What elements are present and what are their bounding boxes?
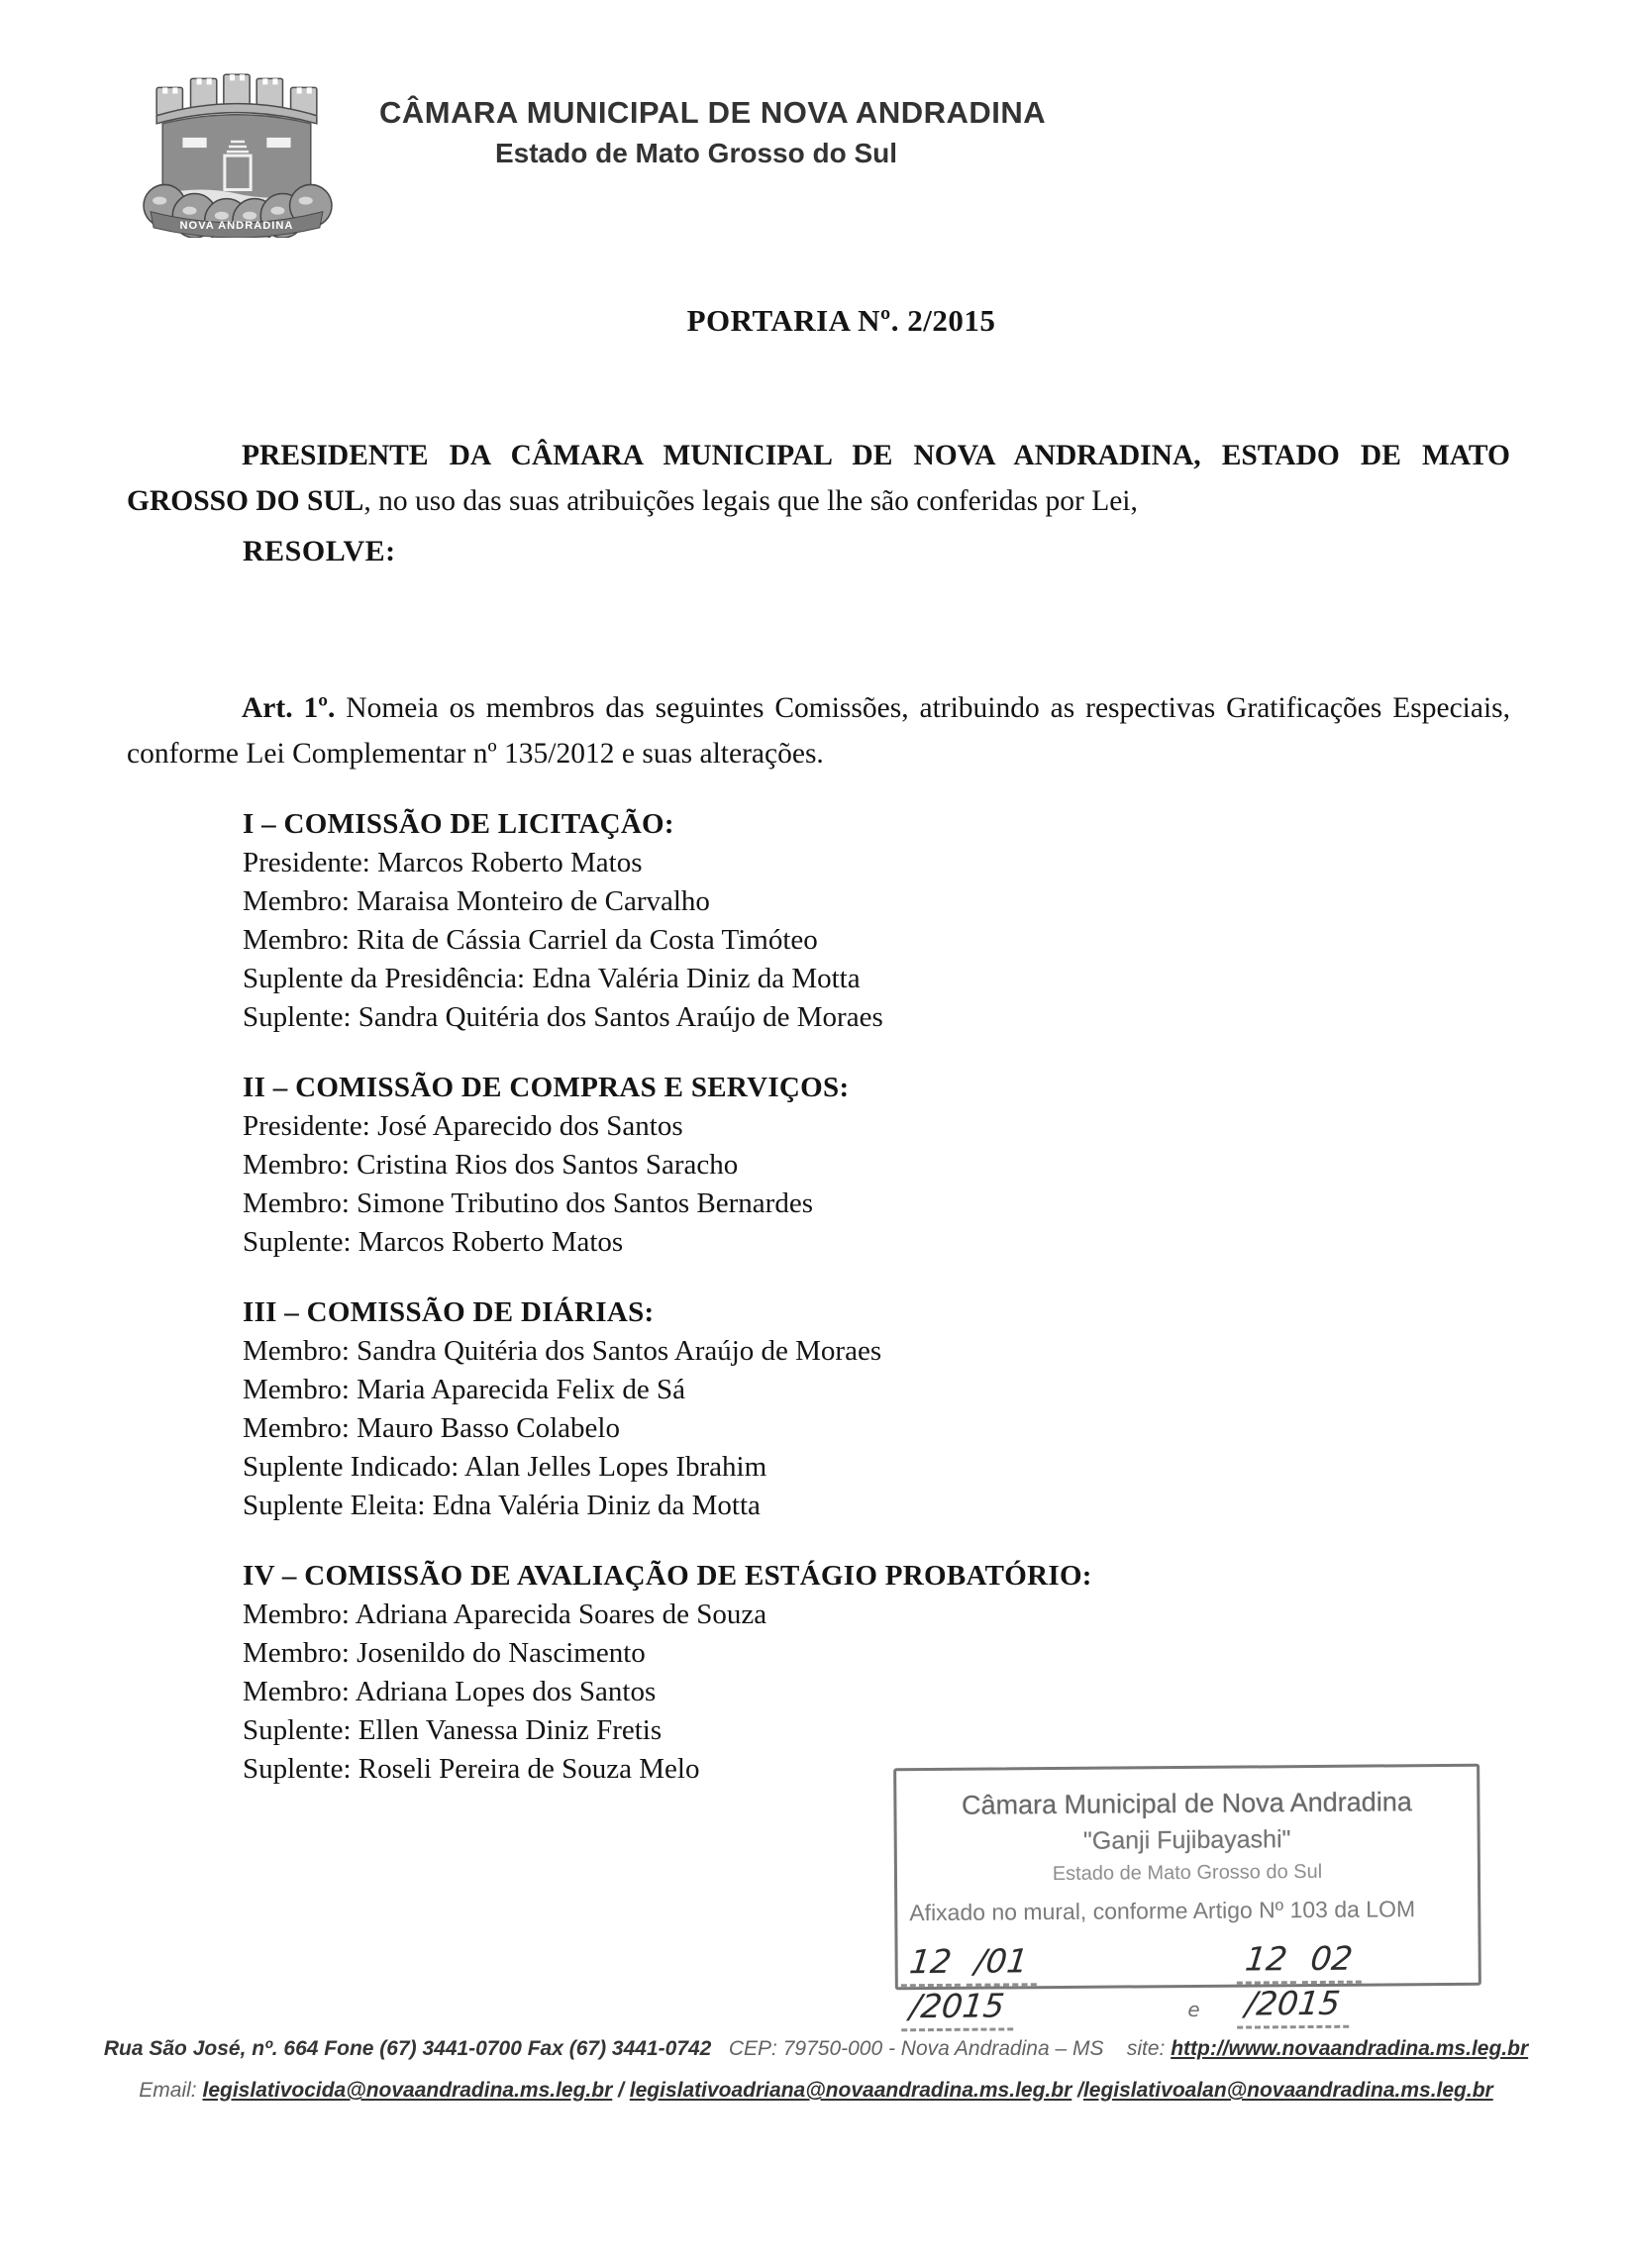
page-title: PORTARIA Nº. 2/2015 (686, 303, 996, 338)
org-subtitle: Estado de Mato Grosso do Sul (494, 138, 898, 168)
org-name: CÂMARA MUNICIPAL DE NOVA ANDRADINA (379, 95, 1047, 130)
stamp-affixed-note: Afixado no mural, conforme Artigo Nº 103 da LOM (909, 1896, 1416, 1926)
commission-member: Membro: Josenildo do Nascimento (243, 1637, 646, 1669)
footer-email-line (0, 2070, 1632, 2112)
commission-title: IV – COMISSÃO DE AVALIAÇÃO DE ESTÁGIO PROBATÓRIO: (243, 1560, 1092, 1592)
footer-email-1: legislativocida@novaandradina.ms.leg.br (202, 2079, 613, 2102)
coat-of-arms-logo (124, 48, 350, 238)
commission-member: Suplente Indicado: Alan Jelles Lopes Ibrahim (243, 1451, 767, 1483)
commission-member: Membro: Maraisa Monteiro de Carvalho (243, 885, 710, 917)
rubber-stamp (893, 1764, 1481, 2026)
commission-member: Membro: Simone Tributino dos Santos Bernardes (243, 1187, 813, 1219)
footer-email-label: Email: (139, 2079, 197, 2102)
commission-member: Suplente: Ellen Vanessa Diniz Fretis (243, 1714, 663, 1746)
footer-site-url: http://www.novaandradina.ms.leg.br (1171, 2037, 1529, 2060)
article-1-text: Nomeia os membros das seguintes Comissões, atribuindo as respectivas Gratificações Especiais, conforme Lei Complementar nº 135/2012 e suas alterações. (127, 691, 1511, 770)
commission-title: III – COMISSÃO DE DIÁRIAS: (243, 1296, 655, 1328)
footer-address: Rua São José, nº. 664 Fone (67) 3441-0700 Fax (67) 3441-0742 (103, 2037, 712, 2060)
commission-member: Suplente: Roseli Pereira de Souza Melo (243, 1753, 700, 1785)
commission-member: Membro: Sandra Quitéria dos Santos Araújo de Moraes (243, 1335, 882, 1367)
commission-member: Membro: Maria Aparecida Felix de Sá (243, 1374, 685, 1405)
commission-member: Suplente: Sandra Quitéria dos Santos Araújo de Moraes (243, 1001, 883, 1033)
preamble-regular-text: , no uso das suas atribuições legais que lhe são conferidas por Lei, (363, 484, 1138, 517)
footer-email-3: legislativoalan@novaandradina.ms.leg.br (1082, 2079, 1493, 2102)
commission-title: II – COMISSÃO DE COMPRAS E SERVIÇOS: (243, 1072, 850, 1103)
footer-email-2: legislativoadriana@novaandradina.ms.leg.br (629, 2079, 1072, 2102)
stamp-dates (898, 1938, 1479, 2032)
commission-member: Membro: Rita de Cássia Carriel da Costa Timóteo (243, 924, 818, 956)
stamp-state: Estado de Mato Grosso do Sul (1052, 1860, 1323, 1886)
logo-banner-text: NOVA ANDRADINA (179, 219, 294, 232)
article-1-label: Art. 1º. (242, 691, 336, 724)
stamp-date-to: 12 02/2015 (1233, 1938, 1479, 2029)
commission-title: I – COMISSÃO DE LICITAÇÃO: (243, 808, 674, 840)
article-1-paragraph (127, 685, 1510, 776)
footer-site-label: site: (1126, 2037, 1166, 2060)
commission-member: Suplente Eleita: Edna Valéria Diniz da Motta (243, 1490, 761, 1521)
commission-1 (243, 805, 1332, 1037)
commission-member: Presidente: Marcos Roberto Matos (243, 847, 643, 878)
footer-contact-line (0, 2028, 1632, 2070)
footer-email-separator: / (1077, 2079, 1083, 2102)
page-footer (0, 2028, 1632, 2112)
resolve-label: RESOLVE: (243, 535, 396, 567)
stamp-org-name: Câmara Municipal de Nova Andradina (961, 1787, 1412, 1820)
commission-member: Membro: Adriana Aparecida Soares de Souza (243, 1598, 767, 1630)
stamp-building-name: "Ganji Fujibayashi" (1082, 1825, 1291, 1855)
commission-3 (243, 1293, 1332, 1525)
preamble-paragraph (127, 433, 1510, 524)
letterhead (379, 95, 1047, 169)
coat-of-arms-icon (124, 48, 350, 238)
commission-member: Membro: Cristina Rios dos Santos Saracho (243, 1149, 739, 1181)
commission-member: Suplente: Marcos Roberto Matos (243, 1226, 624, 1258)
stamp-date-separator: e (1187, 1997, 1200, 2022)
footer-email-separator: / (618, 2079, 624, 2102)
commission-member: Suplente da Presidência: Edna Valéria Diniz da Motta (243, 963, 861, 994)
commission-2 (243, 1069, 1332, 1262)
commission-member: Presidente: José Aparecido dos Santos (243, 1110, 683, 1142)
stamp-date-from: 12 /01/2015 (898, 1940, 1155, 2031)
commissions-list (243, 805, 1332, 1820)
preamble-bold-text: PRESIDENTE DA CÂMARA MUNICIPAL DE NOVA ANDRADINA, ESTADO DE MATO GROSSO DO SUL (127, 439, 1510, 517)
commission-member: Membro: Mauro Basso Colabelo (243, 1412, 620, 1444)
commission-member: Membro: Adriana Lopes dos Santos (243, 1676, 657, 1707)
commission-4 (243, 1557, 1332, 1789)
footer-cep: CEP: 79750-000 - Nova Andradina – MS (728, 2037, 1104, 2060)
